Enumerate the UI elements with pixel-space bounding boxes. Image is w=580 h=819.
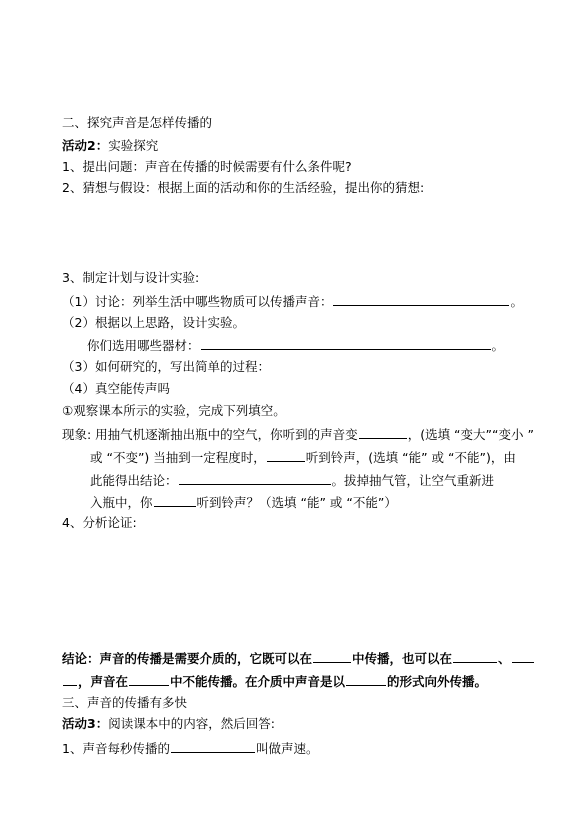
answer-blank-medium-3[interactable] — [512, 650, 534, 663]
answer-blank-volume-change[interactable] — [359, 426, 407, 439]
phenomenon-text-g: 入瓶中，你 — [90, 495, 153, 510]
answer-blank-conclusion[interactable] — [179, 472, 331, 485]
question-3-4: （4）真空能传声吗 — [62, 381, 170, 396]
activity3-title: 阅读课本中的内容，然后回答: — [108, 716, 275, 731]
conclusion-text-f: ，声音在 — [78, 674, 129, 689]
answer-blank-materials[interactable] — [333, 293, 509, 306]
conclusion-text-e: 的形式向外传播。 — [387, 674, 488, 689]
conclusion-text-b: 中传播，也可以在 — [352, 651, 453, 666]
phenomenon-line-3 — [90, 472, 494, 489]
conclusion-text-d: 中不能传播。在介质中声音是以 — [170, 674, 346, 689]
question-2: 2、猜想与假设：根据上面的活动和你的生活经验，提出你的猜想: — [62, 180, 425, 195]
question-3: 3、制定计划与设计实验: — [62, 270, 200, 285]
answer-blank-medium-1[interactable] — [313, 650, 351, 663]
section3-question-1-text-a: 1、声音每秒传播的 — [62, 741, 170, 756]
answer-blank-equipment[interactable] — [201, 337, 491, 350]
answer-blank-speed-def[interactable] — [171, 740, 255, 753]
answer-blank-hear-bell[interactable] — [267, 449, 305, 462]
activity3-line — [62, 716, 275, 732]
question-3-2-sub — [87, 337, 504, 354]
conclusion-text-c: 、 — [498, 651, 511, 666]
conclusion-line-2 — [62, 673, 487, 690]
question-3-3: （3）如何研究的，写出简单的过程： — [62, 359, 270, 374]
section3-question-1 — [62, 740, 318, 757]
phenomenon-text-c: 或 “不变”) 当抽到一定程度时， — [90, 450, 266, 465]
phenomenon-text-h: 听到铃声？（选填 “能” 或 “不能”） — [196, 495, 397, 510]
phenomenon-text-b: ，(选填 “变大”“变小 ” — [407, 427, 534, 442]
answer-blank-medium-3-cont[interactable] — [63, 673, 77, 686]
question-4: 4、分析论证: — [62, 515, 137, 530]
section3-question-1-text-b: 叫做声速。 — [255, 741, 319, 756]
answer-blank-wave-form[interactable] — [346, 673, 386, 686]
question-3-1 — [62, 293, 523, 310]
phenomenon-line-1 — [62, 426, 534, 443]
phenomenon-text-f: 。拔掉抽气管，让空气重新进 — [331, 473, 495, 488]
phenomenon-line-4 — [90, 494, 397, 511]
question-3-2: （2）根据以上思路，设计实验。 — [62, 315, 245, 330]
answer-blank-hear-again[interactable] — [154, 494, 196, 507]
question-1: 1、提出问题：声音在传播的时候需要有什么条件呢? — [62, 159, 352, 174]
activity3-label: 活动3： — [62, 716, 109, 731]
activity2-title: 实验探究 — [108, 138, 159, 153]
observation-intro: ①观察课本所示的实验，完成下列填空。 — [62, 403, 286, 418]
section2-heading: 二、探究声音是怎样传播的 — [62, 115, 213, 130]
activity2-label: 活动2： — [62, 138, 109, 153]
activity2-line — [62, 138, 158, 154]
phenomenon-text-d: 听到铃声，(选填 “能” 或 “不能”)，由 — [305, 450, 516, 465]
phenomenon-line-2 — [90, 449, 516, 466]
answer-blank-medium-2[interactable] — [453, 650, 497, 663]
section3-heading: 三、声音的传播有多快 — [62, 695, 188, 710]
answer-blank-vacuum[interactable] — [129, 673, 169, 686]
equipment-label: 你们选用哪些器材： — [87, 338, 200, 353]
phenomenon-text-a: 现象: 用抽气机逐渐抽出瓶中的空气，你听到的声音变 — [62, 427, 358, 442]
conclusion-line-1 — [62, 650, 535, 667]
question-3-2-end: 。 — [491, 338, 505, 353]
conclusion-text-a: 结论：声音的传播是需要介质的，它既可以在 — [62, 651, 313, 666]
phenomenon-text-e: 此能得出结论： — [90, 473, 178, 488]
question-3-1-end: 。 — [510, 294, 523, 309]
question-3-1-text: （1）讨论：列举生活中哪些物质可以传播声音： — [62, 294, 333, 309]
